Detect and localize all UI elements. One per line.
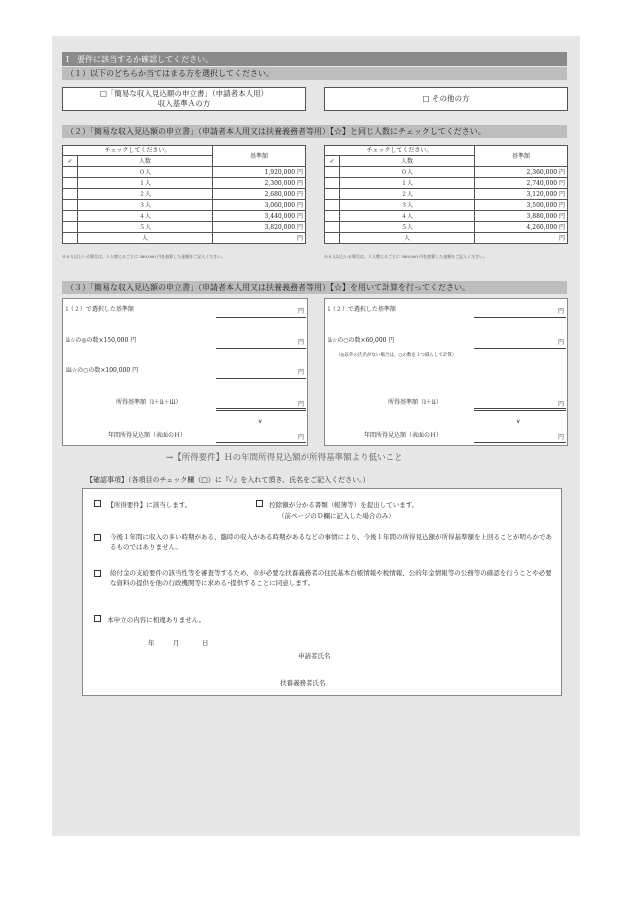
check-mark-header: ✓ [63, 156, 78, 167]
checkbox-cell[interactable] [325, 167, 340, 178]
calc-left-annual-label: 年間所得見込額（表面のＨ） [108, 432, 187, 439]
amount-cell: 2,740,000 円 [475, 178, 568, 189]
guardian-name-field[interactable] [348, 675, 548, 689]
checkbox-cell[interactable] [63, 211, 78, 222]
amount-cell: 1,920,000 円 [213, 167, 306, 178]
table-row[interactable] [63, 178, 306, 189]
q2-heading: （２）「簡易な収入見込額の申立書」（申請者本人用又は扶養義務者等用）【☆】と同じ人数にチェックしてください。 [66, 127, 486, 136]
calc-right-total-yen: 円 [558, 401, 565, 408]
calc-left-iii-yen: 円 [298, 369, 305, 376]
option-a-line2: 収入基準Ａの方 [157, 99, 211, 108]
count-cell[interactable]: 人 [340, 233, 475, 244]
count-cell: ２人 [340, 189, 475, 200]
checkbox-cell[interactable] [63, 178, 78, 189]
option-a-line1: □「簡易な収入見込額の申立書」（申請者本人用） [99, 89, 269, 98]
option-a-box[interactable] [62, 87, 306, 111]
confirm-item1b[interactable] [256, 500, 418, 510]
amount-cell: 2,680,000 円 [213, 189, 306, 200]
calc-left-vee: ∨ [258, 418, 263, 425]
calc-left-iii-label: ⅲ☆の○の数×100,000 円 [66, 367, 139, 374]
count-cell: ０人 [340, 167, 475, 178]
count-header: 人数 [340, 156, 475, 167]
count-header: 人数 [78, 156, 213, 167]
reference-table-left [62, 145, 306, 244]
checkbox-cell[interactable] [325, 233, 340, 244]
table-row[interactable] [63, 167, 306, 178]
checkbox-cell[interactable] [63, 233, 78, 244]
table-row[interactable] [63, 200, 306, 211]
amount-cell: 3,440,000 円 [213, 211, 306, 222]
table-row[interactable] [325, 200, 568, 211]
calc-left-i-field[interactable] [216, 317, 306, 318]
check-mark-header: ✓ [325, 156, 340, 167]
calc-left-annual-field[interactable] [216, 442, 306, 443]
checkbox-cell[interactable] [325, 178, 340, 189]
count-cell: ３人 [78, 200, 213, 211]
table-row[interactable] [325, 178, 568, 189]
q1-heading: （１）以下のどちらか当てはまる方を選択してください。 [66, 69, 274, 78]
check-header: チェックしてください。 [63, 146, 213, 156]
table-row[interactable] [63, 211, 306, 222]
amount-cell: 4,260,000 円 [475, 222, 568, 233]
calc-right-i-field[interactable] [474, 317, 566, 318]
calc-left-ii-field[interactable] [216, 348, 306, 349]
amount-cell: 3,060,000 円 [213, 200, 306, 211]
confirm-item3-text: 給付金の支給要件の該当性等を審査等するため、市が必要な扶養義務者の住民基本台帳情報や税情報、公的年金情報等の公務等の確認を行うことや必要な資料の提供を他の行政機関等に求める･提供することに同意します。 [110, 569, 552, 587]
applicant-name-field[interactable] [348, 648, 548, 662]
amount-cell: 2,300,000 円 [213, 178, 306, 189]
calc-left-annual-yen: 円 [298, 434, 305, 441]
date-year-label: 年 [148, 639, 155, 647]
calc-left-iii-field[interactable] [216, 378, 306, 379]
checkbox[interactable] [94, 570, 101, 577]
checkbox-cell[interactable] [63, 167, 78, 178]
confirm-item1a-text: 【所得要件】に該当します。 [107, 501, 192, 509]
option-b-box[interactable] [324, 87, 568, 111]
confirm-item1a[interactable] [94, 500, 191, 510]
calc-right-ii-label: ⅱ☆の○の数×60,000 円 [328, 337, 395, 344]
amount-cell: 3,500,000 円 [475, 200, 568, 211]
table-row[interactable] [63, 189, 306, 200]
amount-cell: 3,820,000 円 [213, 222, 306, 233]
calc-left-i-label: ⅰ（２）で選択した基準額 [66, 306, 134, 313]
table-row[interactable] [325, 167, 568, 178]
table-row[interactable] [325, 233, 568, 244]
amount-cell[interactable]: 円 [475, 233, 568, 244]
calc-right-annual-field[interactable] [474, 442, 566, 443]
calc-right-vee: ∨ [516, 418, 521, 425]
checkbox-cell[interactable] [63, 200, 78, 211]
calc-right-ii-note: （◎以外の氏名がない場合は，○の数を１つ減らして計算） [336, 353, 457, 358]
calc-left-total-yen: 円 [298, 401, 305, 408]
confirm-item2-text: 今後１年間に収入の多い時期がある、臨時の収入がある時期があるなどの事情により、今後１年間の所得見込額が所得基準額を上回ることが明らかであるものではありません。 [110, 533, 552, 551]
checkbox[interactable] [256, 500, 263, 507]
confirm-item4[interactable] [94, 615, 205, 625]
calc-right-ii-field[interactable] [474, 348, 566, 349]
confirm-item2[interactable] [94, 532, 554, 552]
q3-heading: （３）「簡易な収入見込額の申立書」（申請者本人用又は扶養義務者等用）【☆】を用いて計算を行ってください。 [66, 283, 470, 292]
count-cell: ５人 [340, 222, 475, 233]
calc-left-i-yen: 円 [298, 308, 305, 315]
table-row[interactable] [325, 222, 568, 233]
confirm-header: 【確認事項】（各項目のチェック欄（□）に『✓』を入れて頂き、氏名をご記入ください。） [86, 476, 370, 484]
amount-cell[interactable]: 円 [213, 233, 306, 244]
applicant-name-label: 申請者氏名 [298, 652, 331, 660]
table-row[interactable] [63, 222, 306, 233]
date-month-label: 月 [173, 639, 180, 647]
count-cell[interactable]: 人 [78, 233, 213, 244]
calc-right-total-label: 所得基準額（ⅰ＋ⅱ） [388, 399, 442, 406]
count-cell: ０人 [78, 167, 213, 178]
checkbox-cell[interactable] [325, 189, 340, 200]
count-cell: ５人 [78, 222, 213, 233]
count-cell: ４人 [78, 211, 213, 222]
amount-cell: 2,360,000 円 [475, 167, 568, 178]
calc-left-total-label: 所得基準額（ⅰ＋ⅱ＋ⅲ） [116, 399, 182, 406]
calc-right-ii-yen: 円 [558, 339, 565, 346]
checkbox-cell[interactable] [63, 189, 78, 200]
calc-left-ii-yen: 円 [298, 339, 305, 346]
checkbox[interactable] [94, 500, 101, 507]
count-cell: １人 [78, 178, 213, 189]
section-title: Ⅰ 要件に該当するか確認してください。 [66, 55, 214, 64]
date-day-label: 日 [202, 639, 209, 647]
reference-table-right [324, 145, 568, 244]
confirm-item1b-sub: （前ページのＤ欄に記入した場合のみ） [278, 512, 395, 520]
confirm-item1b-text: 控除額が分かる書類（帳簿等）を提出しています。 [269, 501, 419, 509]
checkbox-cell[interactable] [63, 222, 78, 233]
confirm-item4-text: 本申立の内容に相違ありません。 [107, 616, 206, 624]
table-row[interactable] [325, 189, 568, 200]
confirm-item3[interactable] [94, 568, 554, 588]
amount-header: 基準額 [213, 146, 306, 167]
table-right-note: ※６人以上いる場合は、１人増えるごとに 380,000 円を加算した金額をご記入ください。 [324, 254, 488, 259]
calc-right-total-field[interactable] [474, 408, 566, 411]
checkbox[interactable] [94, 615, 101, 622]
calc-panel-right [324, 298, 568, 446]
checkbox-cell[interactable] [325, 222, 340, 233]
calc-right-annual-yen: 円 [558, 434, 565, 441]
calc-right-i-label: ⅰ（２）で選択した基準額 [328, 306, 396, 313]
guardian-name-label: 扶養義務者氏名 [280, 679, 326, 687]
option-b-label: □ その他の方 [422, 94, 470, 103]
checkbox-cell[interactable] [325, 200, 340, 211]
amount-header: 基準額 [475, 146, 568, 167]
table-left-note: ※６人以上いる場合は、１人増えるごとに 380,000 円を加算した金額をご記入ください。 [62, 254, 226, 259]
income-requirement-text: →【所得要件】Ｈの年間所得見込額が所得基準額より低いこと [166, 453, 403, 463]
table-row[interactable] [63, 233, 306, 244]
count-cell: ４人 [340, 211, 475, 222]
amount-cell: 3,120,000 円 [475, 189, 568, 200]
calc-right-annual-label: 年間所得見込額（表面のＨ） [364, 432, 443, 439]
count-cell: ２人 [78, 189, 213, 200]
count-cell: １人 [340, 178, 475, 189]
table-row[interactable] [325, 211, 568, 222]
calc-left-ii-label: ⅱ☆の◎の数×150,000 円 [66, 337, 137, 344]
calc-left-total-field[interactable] [216, 408, 306, 411]
count-cell: ３人 [340, 200, 475, 211]
amount-cell: 3,880,000 円 [475, 211, 568, 222]
checkbox-cell[interactable] [325, 211, 340, 222]
calc-right-i-yen: 円 [558, 308, 565, 315]
check-header: チェックしてください。 [325, 146, 475, 156]
checkbox[interactable] [94, 534, 101, 541]
